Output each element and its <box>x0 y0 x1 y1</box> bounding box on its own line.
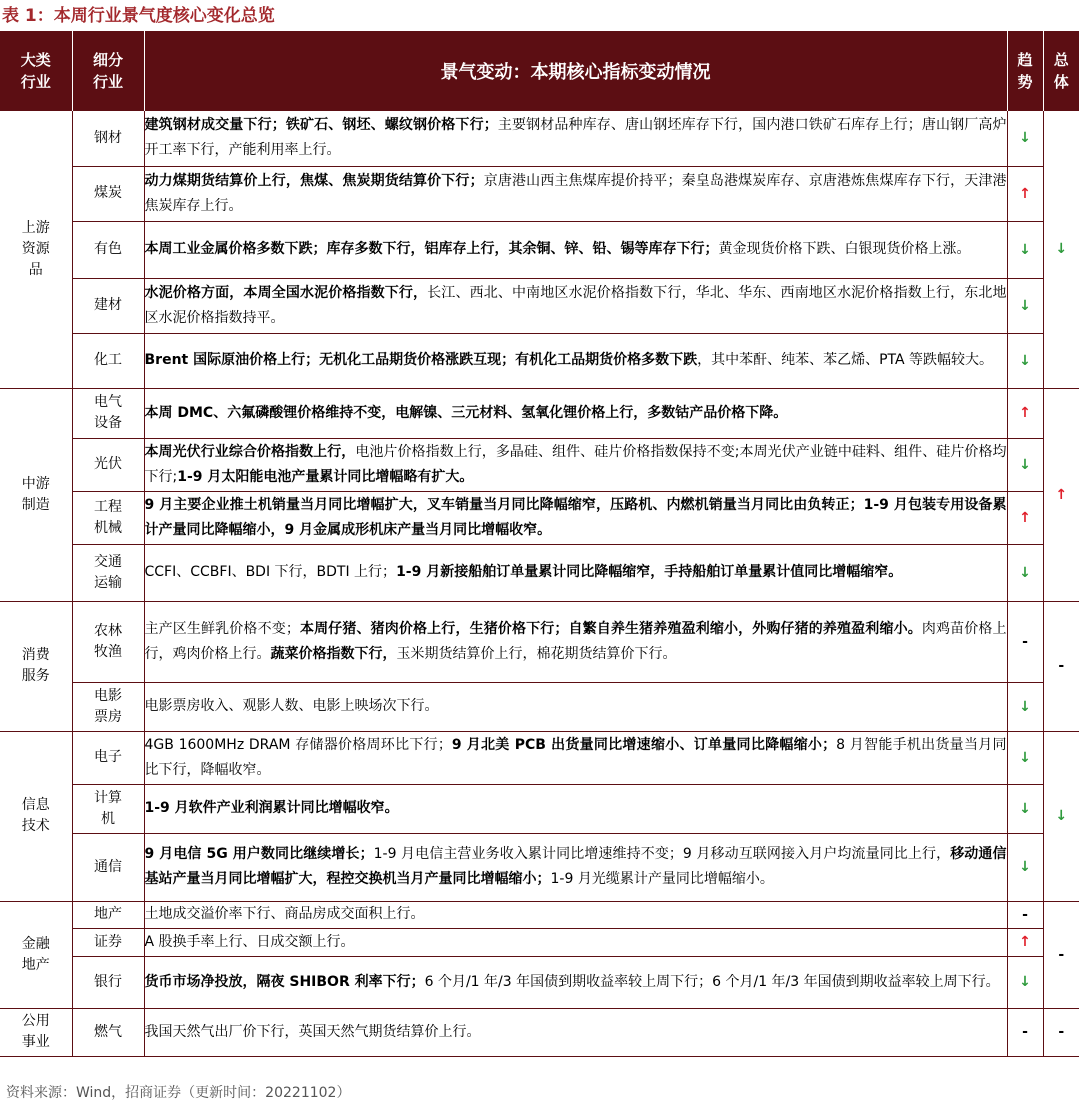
category-label: 信息 技术 <box>21 797 50 834</box>
flat-dash-icon: - <box>1058 946 1065 963</box>
subcategory-cell <box>72 491 144 544</box>
table-body <box>0 111 1079 1056</box>
header-subcategory <box>72 31 144 111</box>
trend-cell <box>1007 544 1043 601</box>
table-row <box>0 682 1079 731</box>
description-cell <box>144 438 1007 491</box>
subcategory-label: 银行 <box>94 973 122 990</box>
up-arrow-icon: ↑ <box>1019 934 1031 950</box>
description-cell <box>144 901 1007 928</box>
header-trend-label: 趋 势 <box>1017 51 1033 91</box>
description-cell <box>144 166 1007 221</box>
subcategory-cell <box>72 166 144 221</box>
table-row <box>0 833 1079 901</box>
category-cell <box>0 388 72 601</box>
trend-cell <box>1007 928 1043 956</box>
subcategory-label: 燃气 <box>94 1023 122 1040</box>
description-highlight: 水泥价格方面，本周全国水泥价格指数下行， <box>144 284 428 301</box>
description-cell <box>144 491 1007 544</box>
subcategory-label: 光伏 <box>94 456 122 472</box>
up-arrow-icon: ↑ <box>1019 405 1031 421</box>
trend-cell <box>1007 833 1043 901</box>
industry-sentiment-table <box>0 31 1079 1057</box>
description-cell <box>144 682 1007 731</box>
category-cell <box>0 1008 72 1056</box>
table-row <box>0 928 1079 956</box>
description-highlight: 9 月北美 PCB 出货量同比增速缩小、订单量同比降幅缩小； <box>451 736 837 753</box>
table-row <box>0 333 1079 388</box>
description-cell <box>144 956 1007 1008</box>
subcategory-label: 农林 牧渔 <box>94 622 122 660</box>
trend-cell <box>1007 438 1043 491</box>
header-trend <box>1007 31 1043 111</box>
description-highlight: 动力煤期货结算价上行，焦煤、焦炭期货结算价下行； <box>144 172 484 189</box>
description-cell <box>144 731 1007 784</box>
down-arrow-icon: ↓ <box>1055 808 1068 824</box>
subcategory-cell <box>72 784 144 833</box>
up-arrow-icon: ↑ <box>1019 185 1031 202</box>
description-highlight: 9 月主要企业推土机销量当月同比增幅扩大，叉车销量当月同比降幅缩窄，压路机、内燃机销量当月同比由负转正；1-9 月包装专用设备累计产量同比降幅缩小，9 月金属成形机床产量当月同比增幅收窄。 <box>144 496 1007 538</box>
subcategory-label: 证券 <box>94 933 122 950</box>
category-label: 消费 服务 <box>21 647 50 684</box>
header-category <box>0 31 72 111</box>
trend-cell <box>1007 388 1043 438</box>
description-highlight: 1-9 月新接船舶订单量累计同比降幅缩窄，手持船舶订单量累计值同比增幅缩窄。 <box>396 564 903 580</box>
description-cell <box>144 111 1007 166</box>
table-row <box>0 901 1079 928</box>
trend-cell <box>1007 601 1043 682</box>
trend-cell <box>1007 333 1043 388</box>
description-text: 主要钢材品种库存、唐山钢坯库存下行，国内港口铁矿石库存上行；唐山钢厂高炉开工率下行，产能利用率上行。 <box>144 117 1007 159</box>
description-highlight: 蔬菜价格指数下行， <box>270 645 397 662</box>
category-label: 中游 制造 <box>21 475 50 513</box>
subcategory-cell <box>72 1008 144 1056</box>
description-text: ，其中苯酐、纯苯、苯乙烯、PTA 等跌幅较大。 <box>697 352 994 368</box>
overall-cell <box>1043 901 1079 1008</box>
description-text: 京唐港山西主焦煤库提价持平；秦皇岛港煤炭库存、京唐港炼焦煤库存下行，天津港焦炭库存上行。 <box>144 172 1007 214</box>
description-text: 玉米期货结算价上行，棉花期货结算价下行。 <box>396 645 677 662</box>
header-overall <box>1043 31 1079 111</box>
overall-cell <box>1043 1008 1079 1056</box>
subcategory-cell <box>72 388 144 438</box>
down-arrow-icon: ↓ <box>1019 698 1031 715</box>
description-cell <box>144 833 1007 901</box>
subcategory-cell <box>72 601 144 682</box>
description-highlight: 9 月电信 5G 用户数同比继续增长； <box>144 846 374 862</box>
description-cell <box>144 1008 1007 1056</box>
description-text: CCFI、CCBFI、BDI 下行，BDTI 上行； <box>144 564 397 580</box>
subcategory-label: 化工 <box>94 352 122 368</box>
trend-cell <box>1007 682 1043 731</box>
description-highlight: 本周光伏行业综合价格指数上行， <box>144 443 356 460</box>
subcategory-cell <box>72 682 144 731</box>
subcategory-label: 钢材 <box>94 129 122 146</box>
table-caption: 表 1：本周行业景气度核心变化总览 <box>2 6 275 26</box>
subcategory-label: 通信 <box>94 858 122 875</box>
description-cell <box>144 784 1007 833</box>
description-cell <box>144 544 1007 601</box>
category-label: 金融 地产 <box>21 935 50 973</box>
subcategory-label: 建材 <box>94 297 122 313</box>
category-cell <box>0 731 72 901</box>
table-row <box>0 1008 1079 1056</box>
table-row <box>0 221 1079 278</box>
subcategory-label: 工程 机械 <box>94 498 122 536</box>
trend-cell <box>1007 278 1043 333</box>
subcategory-cell <box>72 221 144 278</box>
flat-dash-icon: - <box>1058 658 1065 674</box>
description-highlight: 移动通信基站产量当月同比增幅扩大，程控交换机当月产量同比增幅缩小； <box>144 846 1007 887</box>
table-row <box>0 491 1079 544</box>
subcategory-cell <box>72 901 144 928</box>
description-highlight: 本周仔猪、猪肉价格上行，生猪价格下行；自繁自养生猪养殖盈利缩小，外购仔猪的养殖盈利缩小。 <box>299 620 922 637</box>
subcategory-cell <box>72 438 144 491</box>
description-highlight: 货币市场净投放，隔夜 SHIBOR 利率下行； <box>144 973 425 990</box>
table-row <box>0 784 1079 833</box>
description-highlight: 1-9 月太阳能电池产量累计同比增幅略有扩大。 <box>177 468 474 485</box>
header-description <box>144 31 1007 111</box>
header-subcategory-label: 细分 行业 <box>92 51 123 91</box>
description-highlight: 建筑钢材成交量下行；铁矿石、钢坯、螺纹钢价格下行； <box>144 117 498 134</box>
down-arrow-icon: ↓ <box>1055 241 1068 258</box>
table-row <box>0 956 1079 1008</box>
description-highlight: Brent 国际原油价格上行；无机化工品期货价格涨跌互现；有机化工品期货价格多数下跌 <box>144 352 698 368</box>
subcategory-cell <box>72 544 144 601</box>
table-row <box>0 731 1079 784</box>
category-cell <box>0 901 72 1008</box>
subcategory-cell <box>72 731 144 784</box>
description-text: 1-9 月光缆累计产量同比增幅缩小。 <box>550 871 774 887</box>
subcategory-label: 计算 机 <box>94 789 122 827</box>
down-arrow-icon: ↓ <box>1019 456 1031 473</box>
trend-cell <box>1007 111 1043 166</box>
trend-cell <box>1007 901 1043 928</box>
flat-dash-icon: - <box>1022 1024 1028 1040</box>
trend-cell <box>1007 166 1043 221</box>
subcategory-label: 电子 <box>94 749 122 765</box>
category-cell <box>0 111 72 388</box>
description-cell <box>144 601 1007 682</box>
description-text: 黄金现货价格下跌、白银现货价格上涨。 <box>718 241 971 257</box>
description-cell <box>144 278 1007 333</box>
category-cell <box>0 601 72 731</box>
overall-cell <box>1043 111 1079 388</box>
description-text: 1-9 月电信主营业务收入累计同比增速维持不变；9 月移动互联网接入月户均流量同比上行， <box>373 846 951 862</box>
down-arrow-icon: ↓ <box>1019 800 1031 817</box>
trend-cell <box>1007 784 1043 833</box>
description-cell <box>144 388 1007 438</box>
description-highlight: 本周工业金属价格多数下跌；库存多数下行，铝库存上行，其余铜、锌、铅、锡等库存下行； <box>144 241 719 257</box>
description-cell <box>144 928 1007 956</box>
down-arrow-icon: ↓ <box>1019 241 1031 258</box>
overall-cell <box>1043 388 1079 601</box>
trend-cell <box>1007 491 1043 544</box>
subcategory-cell <box>72 278 144 333</box>
table-row <box>0 601 1079 682</box>
down-arrow-icon: ↓ <box>1019 297 1031 314</box>
overall-cell <box>1043 731 1079 901</box>
table-row <box>0 111 1079 166</box>
header-description-label: 景气变动：本期核心指标变动情况 <box>440 62 711 83</box>
down-arrow-icon: ↓ <box>1019 564 1031 581</box>
description-text: 我国天然气出厂价下行，英国天然气期货结算价上行。 <box>144 1023 481 1040</box>
table-row <box>0 438 1079 491</box>
table-row <box>0 166 1079 221</box>
down-arrow-icon: ↓ <box>1019 974 1031 990</box>
flat-dash-icon: - <box>1022 633 1028 650</box>
up-arrow-icon: ↑ <box>1055 486 1068 503</box>
description-highlight: 本周 DMC、六氟磷酸锂价格维持不变，电解镍、三元材料、氢氧化锂价格上行，多数钴产品价格下降。 <box>144 404 788 421</box>
category-label: 公用 事业 <box>21 1013 50 1050</box>
flat-dash-icon: - <box>1022 906 1028 923</box>
description-text: 8 月智能手机出货量当月同比下行，降幅收窄。 <box>144 736 1007 778</box>
subcategory-cell <box>72 333 144 388</box>
trend-cell <box>1007 221 1043 278</box>
description-text: 长江、西北、中南地区水泥价格指数下行，华北、华东、西南地区水泥价格指数上行，东北地区水泥价格指数持平。 <box>144 284 1007 326</box>
trend-cell <box>1007 1008 1043 1056</box>
subcategory-label: 电影 票房 <box>94 687 122 725</box>
description-text: 4GB 1600MHz DRAM 存储器价格周环比下行； <box>144 736 452 753</box>
category-label: 上游 资源 品 <box>21 219 50 278</box>
subcategory-label: 交通 运输 <box>94 553 122 591</box>
subcategory-label: 煤炭 <box>94 185 122 201</box>
description-text: 电影票房收入、观影人数、电影上映场次下行。 <box>144 698 439 714</box>
down-arrow-icon: ↓ <box>1019 859 1031 875</box>
description-cell <box>144 333 1007 388</box>
header-category-label: 大类 行业 <box>20 51 51 91</box>
overall-cell <box>1043 601 1079 731</box>
up-arrow-icon: ↑ <box>1019 509 1031 526</box>
description-highlight: 1-9 月软件产业利润累计同比增幅收窄。 <box>144 800 399 816</box>
down-arrow-icon: ↓ <box>1019 749 1031 766</box>
table-row <box>0 278 1079 333</box>
table-row <box>0 544 1079 601</box>
subcategory-cell <box>72 833 144 901</box>
flat-dash-icon: - <box>1058 1024 1065 1040</box>
table-row <box>0 388 1079 438</box>
subcategory-cell <box>72 956 144 1008</box>
subcategory-cell <box>72 111 144 166</box>
subcategory-label: 地产 <box>94 906 122 922</box>
description-text: 6 个月/1 年/3 年国债到期收益率较上周下行；6 个月/1 年/3 年国债到期收益率较上周下行。 <box>424 973 1000 990</box>
description-text: 肉鸡苗价格上行，鸡肉价格上行。 <box>144 620 1007 662</box>
description-text: 电池片价格指数上行，多晶硅、组件、硅片价格指数保持不变;本周光伏产业链中硅料、组件、硅片价格均下行; <box>144 443 1007 485</box>
trend-cell <box>1007 956 1043 1008</box>
source-note: 资料来源：Wind，招商证券（更新时间：20221102） <box>6 1085 351 1101</box>
description-text: A 股换手率上行、日成交额上行。 <box>144 933 355 950</box>
trend-cell <box>1007 731 1043 784</box>
subcategory-label: 有色 <box>94 241 122 257</box>
header-overall-label: 总 体 <box>1053 51 1069 91</box>
description-text: 主产区生鲜乳价格不变； <box>144 620 300 637</box>
subcategory-label: 电气 设备 <box>94 394 122 431</box>
subcategory-cell <box>72 928 144 956</box>
description-cell <box>144 221 1007 278</box>
down-arrow-icon: ↓ <box>1019 130 1031 147</box>
down-arrow-icon: ↓ <box>1019 352 1031 369</box>
description-text: 土地成交溢价率下行、商品房成交面积上行。 <box>144 906 425 922</box>
